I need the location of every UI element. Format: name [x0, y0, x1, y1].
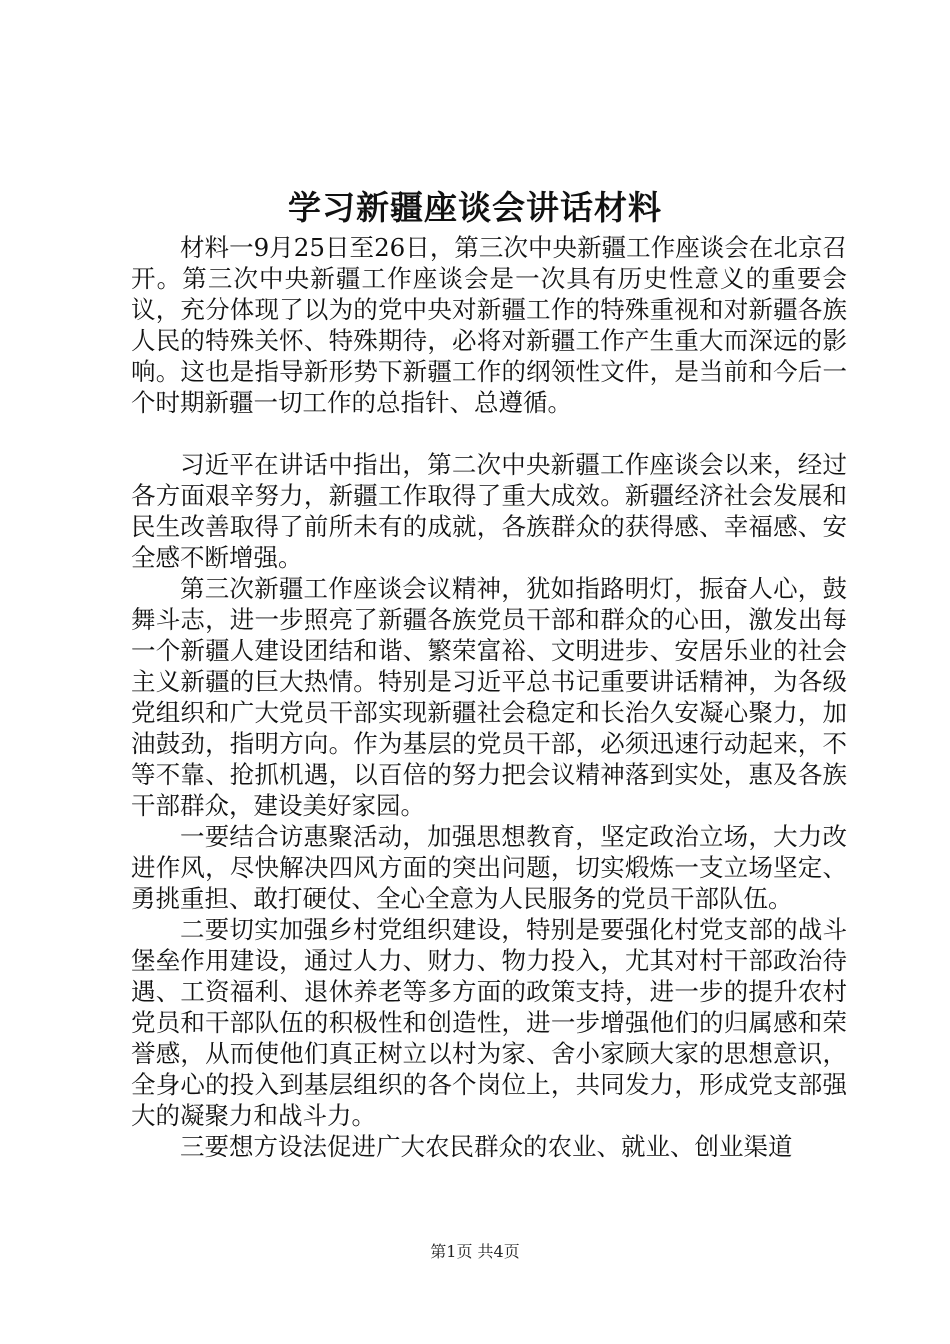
document-body	[131, 232, 847, 1162]
paragraph-4: 一要结合访惠聚活动，加强思想教育，坚定政治立场，大力改进作风，尽快解决四风方面的突出问题，切实煅炼一支立场坚定、勇挑重担、敢打硬仗、全心全意为人民服务的党员干部队伍。	[131, 822, 847, 913]
document-title: 学习新疆座谈会讲话材料	[288, 188, 662, 227]
paragraph-6: 三要想方设法促进广大农民群众的农业、就业、创业渠道	[180, 1132, 793, 1161]
paragraph-2: 习近平在讲话中指出，第二次中央新疆工作座谈会以来，经过各方面艰辛努力，新疆工作取得了重大成效。新疆经济社会发展和民生改善取得了前所未有的成就，各族群众的获得感、幸福感、安全感不断增强。	[131, 450, 847, 572]
paragraph-3: 第三次新疆工作座谈会议精神，犹如指路明灯，振奋人心，鼓舞斗志，进一步照亮了新疆各族党员干部和群众的心田，激发出每一个新疆人建设团结和谐、繁荣富裕、文明进步、安居乐业的社会主义新疆的巨大热情。特别是习近平总书记重要讲话精神，为各级党组织和广大党员干部实现新疆社会稳定和长治久安凝心聚力，加油鼓劲，指明方向。作为基层的党员干部，必须迅速行动起来，不等不靠、抢抓机遇，以百倍的努力把会议精神落到实处，惠及各族干部群众，建设美好家园。	[131, 574, 847, 820]
paragraph-5: 二要切实加强乡村党组织建设，特别是要强化村党支部的战斗堡垒作用建设，通过人力、财力、物力投入，尤其对村干部政治待遇、工资福利、退休养老等多方面的政策支持，进一步的提升农村党员和干部队伍的积极性和创造性，进一步增强他们的归属感和荣誉感，从而使他们真正树立以村为家、舍小家顾大家的思想意识，全身心的投入到基层组织的各个岗位上，共同发力，形成党支部强大的凝聚力和战斗力。	[131, 915, 847, 1130]
page-footer: 第1页 共4页	[430, 1242, 520, 1261]
paragraph-1: 材料一9月25日至26日，第三次中央新疆工作座谈会在北京召开。第三次中央新疆工作座谈会是一次具有历史性意义的重要会议，充分体现了以为的党中央对新疆工作的特殊重视和对新疆各族人民的特殊关怀、特殊期待，必将对新疆工作产生重大而深远的影响。这也是指导新形势下新疆工作的纲领性文件，是当前和今后一个时期新疆一切工作的总指针、总遵循。	[131, 233, 847, 417]
